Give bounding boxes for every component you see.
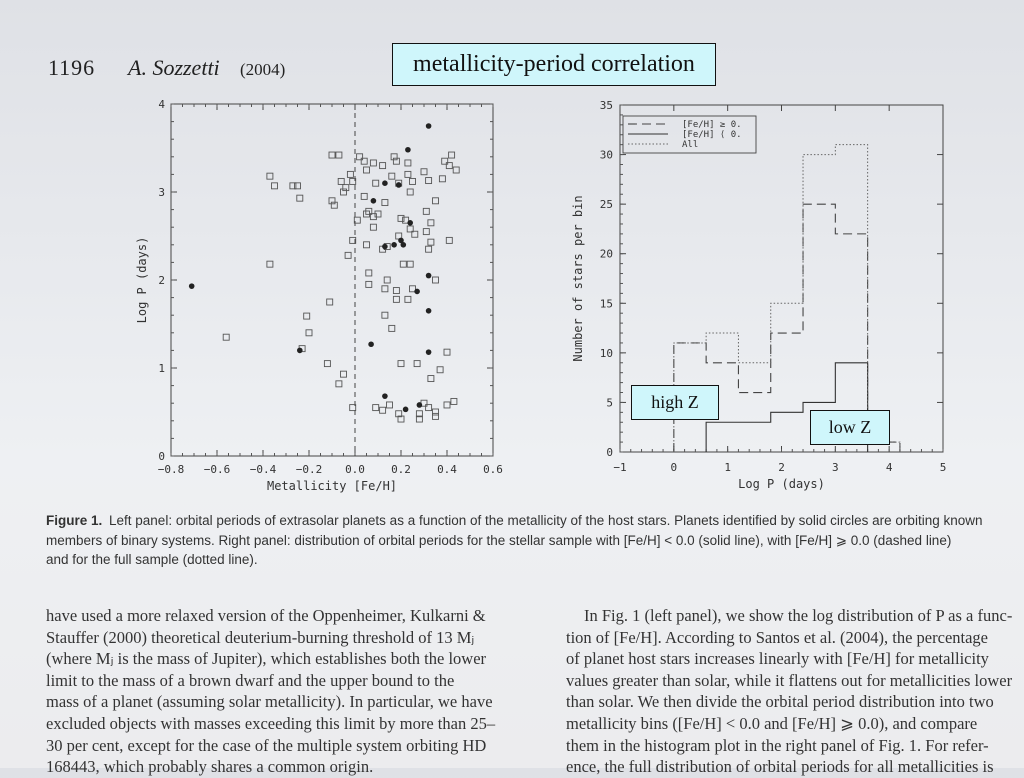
open-square-point xyxy=(405,160,411,166)
filled-circle-point xyxy=(396,182,402,188)
open-square-point xyxy=(433,277,439,283)
filled-circle-point xyxy=(426,123,432,129)
x-tick-label: −1 xyxy=(613,461,627,474)
y-tick-label: 2 xyxy=(158,274,165,287)
filled-circle-point xyxy=(391,242,397,248)
legend-label: [Fe/H] ≥ 0. xyxy=(682,120,742,130)
y-tick-label: 25 xyxy=(599,198,613,212)
x-tick-label: 0.0 xyxy=(345,463,365,476)
x-tick-label: 1 xyxy=(724,461,731,474)
open-square-point xyxy=(423,229,429,235)
open-square-point xyxy=(364,242,370,248)
open-square-point xyxy=(400,261,406,267)
x-tick-label: 5 xyxy=(939,461,947,474)
open-square-point xyxy=(428,239,434,245)
y-tick-label: 35 xyxy=(599,99,613,112)
filled-circle-point xyxy=(189,283,195,289)
caption-line: Left panel: orbital periods of extrasolar planets as a function of the metallicity of the host stars. Planets identified by solid circles are orbiting known xyxy=(109,513,983,528)
open-square-point xyxy=(426,405,432,411)
filled-circle-point xyxy=(382,393,388,399)
open-square-point xyxy=(345,252,351,258)
open-square-point xyxy=(382,286,388,292)
open-square-point xyxy=(446,163,452,169)
body-line: them in the histogram plot in the right panel of Fig. 1. For refer- xyxy=(566,735,989,755)
open-square-point xyxy=(389,325,395,331)
open-square-point xyxy=(442,158,448,164)
y-tick-label: 0 xyxy=(158,450,165,463)
open-square-point xyxy=(387,402,393,408)
scatter-frame xyxy=(171,104,493,456)
open-square-point xyxy=(357,154,363,160)
open-square-point xyxy=(336,152,342,158)
histogram-legend xyxy=(623,116,756,153)
y-tick-label: 20 xyxy=(599,247,613,261)
open-square-point xyxy=(433,198,439,204)
legend-label: [Fe/H] ⟨ 0. xyxy=(682,130,742,140)
filled-circle-point xyxy=(405,147,411,153)
open-square-point xyxy=(336,381,342,387)
open-square-point xyxy=(361,193,367,199)
filled-circle-point xyxy=(368,341,374,347)
x-tick-label: 0.6 xyxy=(483,463,503,476)
open-square-point xyxy=(393,296,399,302)
open-square-point xyxy=(306,330,312,336)
body-line: have used a more relaxed version of the Oppenheimer, Kulkarni & xyxy=(46,606,486,625)
open-square-point xyxy=(343,185,349,191)
body-line: 30 per cent, except for the case of the multiple system orbiting HD xyxy=(46,735,487,755)
open-square-point xyxy=(382,200,388,206)
open-square-point xyxy=(341,371,347,377)
open-square-point xyxy=(366,281,372,287)
body-line: excluded objects with masses exceeding this limit by more than 25– xyxy=(46,713,496,733)
x-tick-label: 2 xyxy=(778,461,785,474)
open-square-point xyxy=(428,220,434,226)
open-square-point xyxy=(414,361,420,367)
caption-label: Figure 1. xyxy=(46,513,103,528)
filled-circle-point xyxy=(407,220,413,226)
body-line: limit to the mass of a brown dwarf and the upper bound to the xyxy=(46,670,455,690)
filled-circle-point xyxy=(297,348,303,354)
x-tick-label: 0.4 xyxy=(437,463,457,476)
caption-line: members of binary systems. Right panel: distribution of orbital periods for the stellar sample with [Fe/H] < 0.0 (solid line), with [Fe/H] ⩾ 0.0 (dashed line) xyxy=(46,532,952,548)
open-square-point xyxy=(405,296,411,302)
body-line: Stauffer (2000) theoretical deuterium-burning threshold of 13 Mⱼ xyxy=(46,627,475,647)
open-square-point xyxy=(295,183,301,189)
y-tick-label: 4 xyxy=(158,98,165,111)
open-square-point xyxy=(391,154,397,160)
y-tick-label: 30 xyxy=(599,148,613,162)
open-square-point xyxy=(433,409,439,415)
open-square-point xyxy=(398,215,404,221)
open-square-point xyxy=(393,288,399,294)
open-square-point xyxy=(426,178,432,184)
y-tick-label: 5 xyxy=(606,396,613,410)
y-tick-label: 3 xyxy=(158,186,165,199)
open-square-point xyxy=(444,402,450,408)
caption-line: and for the full sample (dotted line). xyxy=(46,552,258,567)
open-square-point xyxy=(272,183,278,189)
open-square-point xyxy=(370,224,376,230)
author-name: A. Sozzetti xyxy=(128,55,220,80)
x-tick-label: −0.2 xyxy=(295,463,323,476)
open-square-point xyxy=(433,413,439,419)
open-square-point xyxy=(324,361,330,367)
y-tick-label: 10 xyxy=(599,346,613,360)
filled-circle-point xyxy=(371,198,377,204)
body-line: tion of [Fe/H]. According to Santos et al. (2004), the percentage xyxy=(566,627,989,647)
slide-title: metallicity-period correlation xyxy=(392,43,716,86)
open-square-point xyxy=(423,208,429,214)
filled-circle-point xyxy=(401,242,407,248)
x-tick-label: 0 xyxy=(670,461,678,474)
x-tick-label: 0.2 xyxy=(391,463,411,476)
low-z-label: low Z xyxy=(810,410,890,445)
body-line: metallicity bins ([Fe/H] < 0.0 and [Fe/H] ⩾ 0.0), and compare xyxy=(566,713,978,733)
histogram-plot xyxy=(571,99,946,491)
open-square-point xyxy=(380,163,386,169)
open-square-point xyxy=(267,173,273,179)
open-square-point xyxy=(428,376,434,382)
open-square-point xyxy=(393,158,399,164)
body-line: of planet host stars increases linearly with [Fe/H] for metallicity xyxy=(566,649,989,669)
open-square-point xyxy=(382,312,388,318)
open-square-point xyxy=(407,189,413,195)
open-square-point xyxy=(329,152,335,158)
open-square-point xyxy=(453,167,459,173)
body-line: values greater than solar, while it flattens out for metallicities lower xyxy=(566,670,1013,690)
figure-caption xyxy=(46,511,1024,570)
filled-circle-point xyxy=(417,402,423,408)
open-square-point xyxy=(370,160,376,166)
open-square-point xyxy=(421,169,427,175)
open-square-point xyxy=(327,299,333,305)
open-square-point xyxy=(389,173,395,179)
open-square-point xyxy=(426,246,432,252)
body-line: In Fig. 1 (left panel), we show the log distribution of P as a func- xyxy=(584,606,1013,625)
year-annotation: (2004) xyxy=(240,60,286,79)
filled-circle-point xyxy=(382,180,388,186)
open-square-point xyxy=(444,349,450,355)
body-column-right xyxy=(566,605,1024,778)
body-line: (where Mⱼ is the mass of Jupiter), which establishes both the lower xyxy=(46,649,487,669)
high-z-label: high Z xyxy=(631,385,719,420)
open-square-point xyxy=(405,171,411,177)
open-square-point xyxy=(223,334,229,340)
x-tick-label: −0.6 xyxy=(203,463,231,476)
filled-circle-point xyxy=(382,244,388,250)
body-column-left xyxy=(46,605,526,778)
y-tick-label: 0 xyxy=(606,446,613,459)
filled-circle-point xyxy=(426,273,432,279)
body-line: mass of a planet (assuming solar metallicity). In particular, we have xyxy=(46,692,493,712)
open-square-point xyxy=(341,189,347,195)
legend-label: All xyxy=(682,140,699,150)
y-axis-label: Number of stars per bin xyxy=(571,195,585,362)
open-square-point xyxy=(398,361,404,367)
open-square-point xyxy=(304,313,310,319)
y-axis-label: Log P (days) xyxy=(135,236,149,324)
open-square-point xyxy=(361,158,367,164)
open-square-point xyxy=(407,261,413,267)
x-tick-label: 4 xyxy=(885,461,893,474)
open-square-point xyxy=(297,195,303,201)
open-square-point xyxy=(373,405,379,411)
open-square-point xyxy=(380,407,386,413)
open-square-point xyxy=(329,198,335,204)
y-tick-label: 1 xyxy=(158,362,165,375)
x-tick-label: 3 xyxy=(832,461,839,474)
open-square-point xyxy=(449,152,455,158)
body-line: 168443, which probably shares a common origin. xyxy=(46,757,374,777)
body-line: than solar. We then divide the orbital period distribution into two xyxy=(566,692,994,712)
open-square-point xyxy=(364,167,370,173)
x-axis-label: Log P (days) xyxy=(738,477,825,491)
open-square-point xyxy=(446,237,452,243)
page-number: 1196 xyxy=(48,55,96,80)
filled-circle-point xyxy=(426,308,432,314)
open-square-point xyxy=(290,183,296,189)
body-line: ence, the full distribution of orbital periods for all metallicities is xyxy=(566,757,994,777)
x-axis-label: Metallicity [Fe/H] xyxy=(266,479,398,493)
x-tick-label: −0.8 xyxy=(157,463,185,476)
scatter-plot xyxy=(135,98,503,493)
x-tick-label: −0.4 xyxy=(249,463,277,476)
open-square-point xyxy=(338,178,344,184)
open-square-point xyxy=(439,176,445,182)
open-square-point xyxy=(331,202,337,208)
open-square-point xyxy=(410,178,416,184)
open-square-point xyxy=(366,270,372,276)
y-tick-label: 15 xyxy=(599,297,613,311)
open-square-point xyxy=(451,398,457,404)
open-square-point xyxy=(347,171,353,177)
filled-circle-point xyxy=(426,349,432,355)
open-square-point xyxy=(384,277,390,283)
open-square-point xyxy=(437,367,443,373)
filled-circle-point xyxy=(403,407,409,413)
filled-circle-point xyxy=(414,289,420,295)
open-square-point xyxy=(267,261,273,267)
open-square-point xyxy=(373,180,379,186)
